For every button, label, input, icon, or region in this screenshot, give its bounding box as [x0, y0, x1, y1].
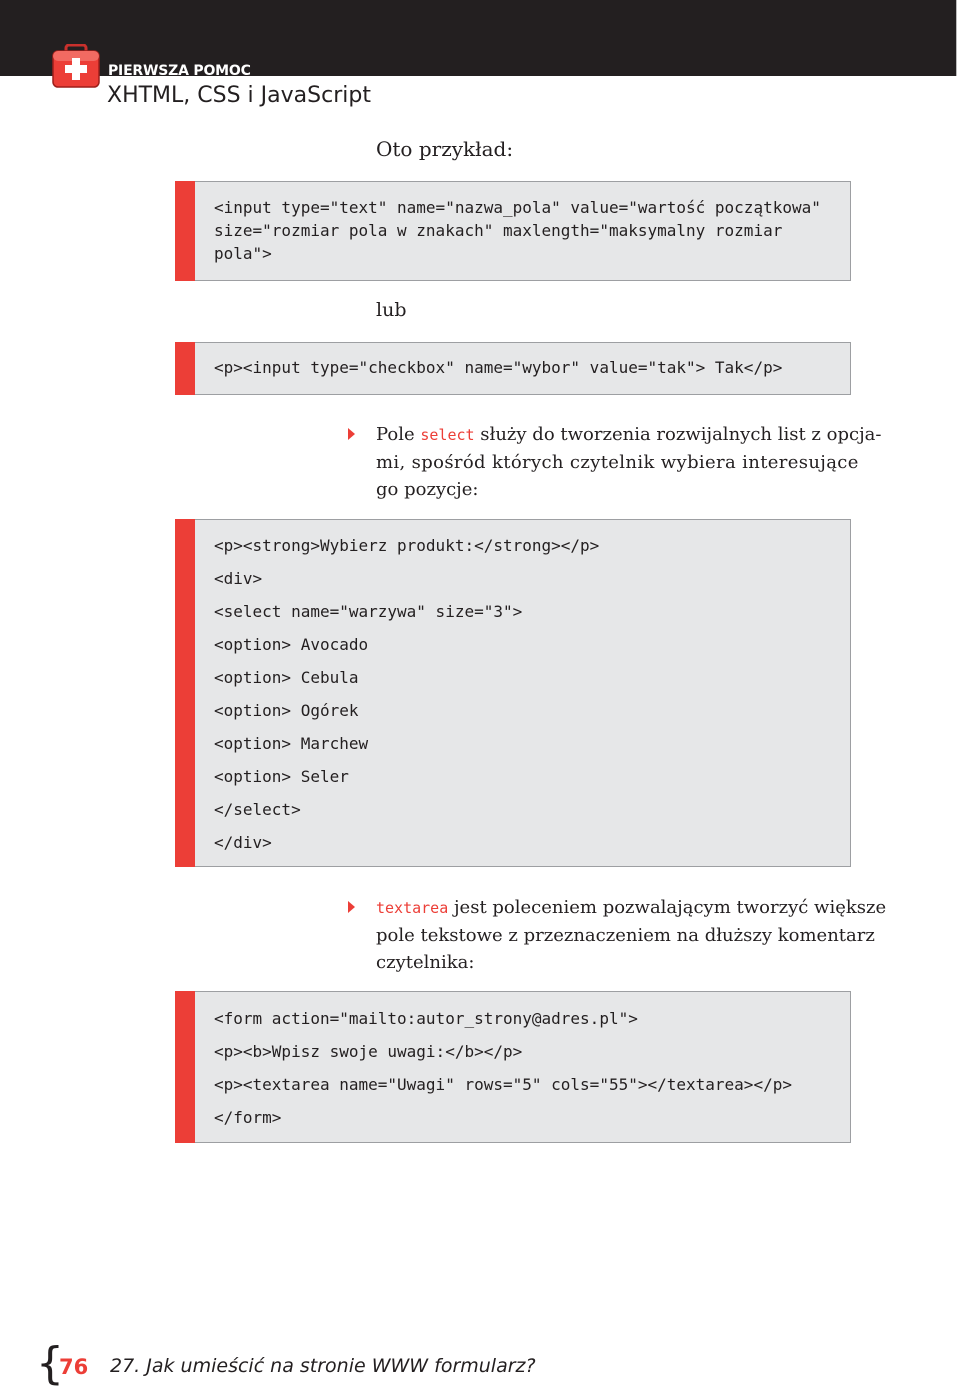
code-line: <option> Cebula — [214, 668, 359, 687]
bullet-paragraph-1 — [376, 421, 881, 503]
code-line: </div> — [214, 833, 272, 852]
or-text: lub — [376, 299, 407, 321]
code-line: <select name="warzywa" size="3"> — [214, 602, 523, 621]
bullet-arrow-icon — [348, 428, 355, 440]
text-span: Pole — [376, 424, 421, 445]
code-line: <input type="text" name="nazwa_pola" value="wartość początkowa" — [214, 198, 821, 217]
code-line: <option> Ogórek — [214, 701, 359, 720]
code-line: </select> — [214, 800, 301, 819]
text-span: służy do tworzenia rozwijalnych list z opcja- — [474, 424, 882, 445]
code-line: <p><textarea name="Uwagi" rows="5" cols="55"></textarea></p> — [214, 1075, 792, 1094]
text-span: jest poleceniem pozwalającym tworzyć większe — [448, 897, 887, 918]
bullet-line — [376, 421, 881, 449]
code-line: size="rozmiar pola w znakach" maxlength="maksymalny rozmiar — [214, 221, 783, 240]
code-line: <p><input type="checkbox" name="wybor" value="tak"> Tak</p> — [214, 358, 783, 377]
bullet-line: czytelnika: — [376, 952, 475, 973]
bullet-paragraph-2 — [376, 894, 886, 976]
bullet-line: mi, spośród których czytelnik wybiera interesujące — [376, 452, 859, 473]
header-edge — [956, 0, 960, 76]
code-line: <p><b>Wpisz swoje uwagi:</b></p> — [214, 1042, 523, 1061]
bullet-line: go pozycje: — [376, 479, 479, 500]
code-line: <option> Marchew — [214, 734, 369, 753]
book-title: XHTML, CSS i JavaScript — [107, 83, 371, 108]
code-line: <option> Avocado — [214, 635, 369, 654]
bullet-arrow-icon — [348, 901, 355, 913]
chapter-title: 27. Jak umieścić na stronie WWW formularz? — [110, 1355, 536, 1377]
bullet-line — [376, 894, 886, 922]
inline-code: select — [420, 426, 475, 444]
first-aid-kit-icon — [52, 44, 100, 90]
page-number: 76 — [59, 1355, 89, 1379]
code-line: </form> — [214, 1108, 282, 1127]
footer-brace: { — [36, 1338, 64, 1389]
code-block-2 — [175, 342, 851, 395]
code-line: pola"> — [214, 244, 272, 263]
code-block-4 — [175, 991, 851, 1143]
code-line: <option> Seler — [214, 767, 349, 786]
code-line: <form action="mailto:autor_strony@adres.pl"> — [214, 1009, 638, 1028]
inline-code: textarea — [376, 899, 449, 917]
code-line: <p><strong>Wybierz produkt:</strong></p> — [214, 536, 600, 555]
code-block-3 — [175, 519, 851, 867]
code-line: <div> — [214, 569, 263, 588]
series-label: PIERWSZA POMOC — [108, 63, 251, 79]
bullet-line: pole tekstowe z przeznaczeniem na dłuższy komentarz — [376, 925, 875, 946]
intro-text: Oto przykład: — [376, 137, 514, 161]
code-block-1 — [175, 181, 851, 281]
